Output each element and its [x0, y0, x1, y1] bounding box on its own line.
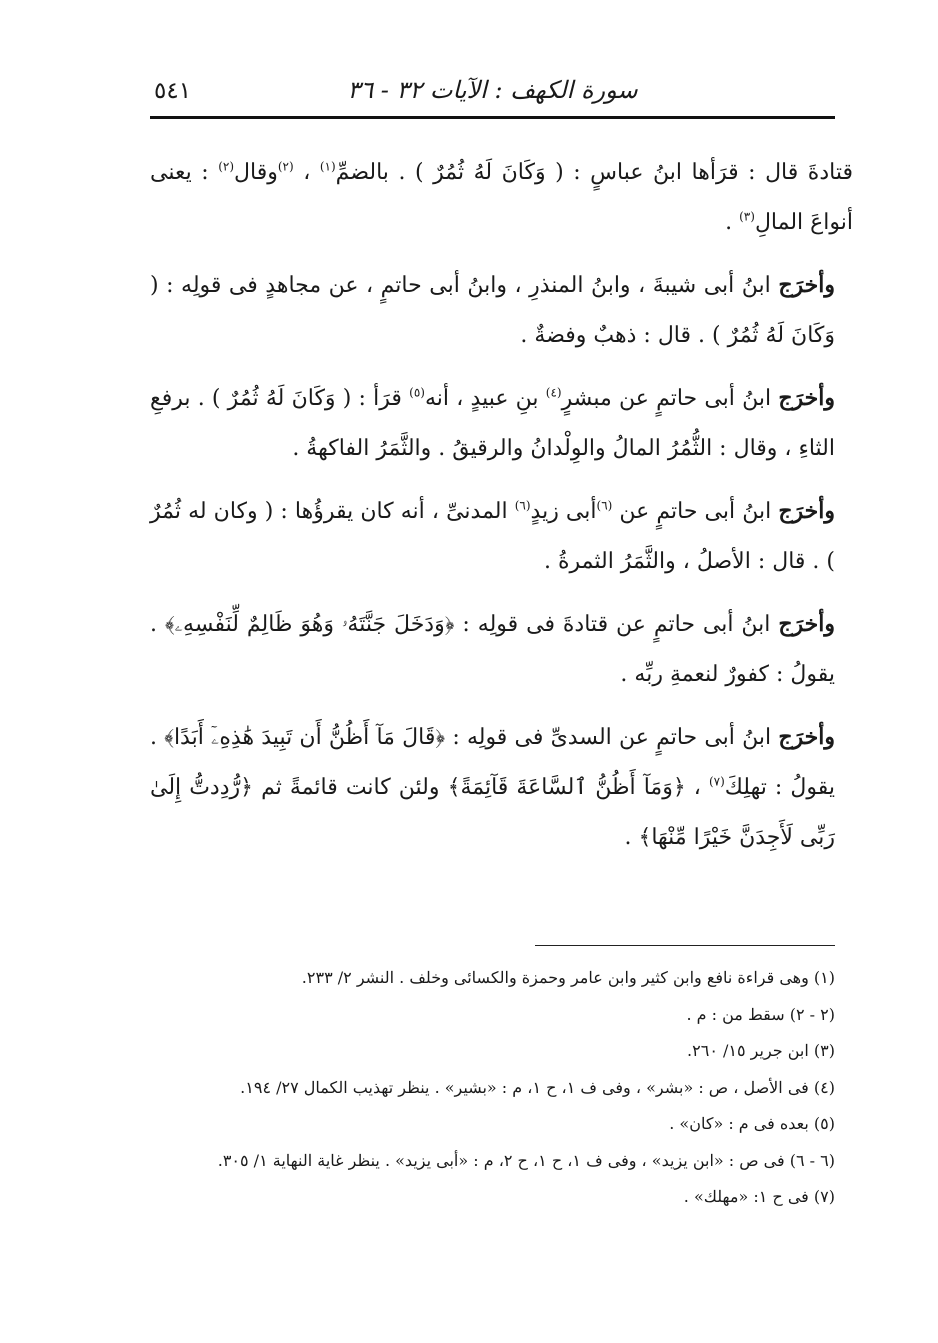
text-run: ابنُ أبى حاتمٍ عن قتادةَ فى قولِه : ﴿وَدَخَلَ جَنَّتَهُۥ وَهُوَ ظَالِمٌ لِّنَفْسِهِۦ﴾ . يقولُ : كفورٌ لنعمةِ ربِّه .	[150, 612, 835, 687]
paragraph	[150, 148, 853, 248]
text-run: ابنُ أبى حاتمٍ عن	[612, 499, 779, 524]
paragraph	[150, 599, 835, 700]
footnote-rule	[535, 945, 835, 946]
footnote: (٦ - ٦) فى ص : «ابن يزيد» ، وفى ف ١، ح ١، ح ٢، م : «أبى يزيد» . ينظر غاية النهاية ١/ ٣٠٥.	[217, 1150, 835, 1170]
paragraph	[150, 260, 835, 361]
text-run: قتادةَ قال : قرَأها ابنُ عباسٍ : ( وَكَانَ لَهُ ثُمُرٌ ) . بالضمِّ	[335, 160, 853, 185]
paragraph	[150, 712, 835, 863]
text-run: ابنُ أبى حاتمٍ عن السدىِّ فى قولِه : ﴿قَالَ مَآ أَظُنُّ أَن تَبِيدَ هَٰذِهِۦٓ أَبَدًا﴾ . يقولُ : تهلِكَ	[150, 725, 835, 800]
footnote: (٧) فى ح ١: «مهلك» .	[683, 1187, 835, 1206]
text-run: : يعنى أنواعَ المالِ	[150, 160, 853, 235]
footnote-marker: (٢)	[277, 159, 294, 174]
paragraph-lead: وأخرَج	[778, 724, 835, 750]
footnote: (٥) بعده فى م : «كان» .	[669, 1114, 835, 1133]
book-page	[150, 60, 853, 1320]
text-run: أبى زيدٍ	[530, 499, 597, 524]
paragraph-lead: وأخرَج	[778, 498, 835, 524]
main-text	[150, 148, 853, 875]
text-run: وقال	[234, 160, 278, 185]
footnote-marker: (٣)	[739, 209, 755, 224]
text-run: ابنُ أبى حاتمٍ عن مبشرٍ	[561, 386, 779, 411]
footnotes	[150, 960, 835, 1216]
paragraph-lead: وأخرَج	[778, 272, 835, 298]
page-number: ٥٤١	[154, 78, 192, 104]
text-run: ، ﴿وَمَآ أَظُنُّ ٱلسَّاعَةَ قَآئِمَةً﴾ ولئن كانت قائمةً ثم ﴿رُّدِدتُّ إِلَىٰ رَبِّى لَأَجِدَنَّ خَيْرًا مِّنْهَا﴾ .	[150, 775, 835, 850]
text-run: ،	[293, 160, 320, 185]
footnote-marker: (١)	[319, 159, 336, 174]
paragraph	[150, 373, 835, 474]
paragraph-lead: وأخرَج	[778, 611, 835, 637]
text-run: .	[725, 210, 740, 235]
footnote: (٢ - ٢) سقط من : م .	[686, 1004, 835, 1024]
page-header	[150, 60, 835, 116]
footnote: (٤) فى الأصل ، ص : «بشر» ، وفى ف ١، ح ١، م : «بشير» . ينظر تهذيب الكمال ٢٧/ ١٩٤.	[240, 1077, 835, 1097]
header-rule	[150, 116, 835, 119]
paragraph	[150, 486, 835, 587]
running-title: سورة الكهف : الآيات ٣٢ - ٣٦	[347, 76, 638, 104]
paragraph-lead: وأخرَج	[778, 385, 836, 411]
text-run: ابنُ أبى شيبةَ ، وابنُ المنذرِ ، وابنُ أبى حاتمٍ ، عن مجاهدٍ فى قولِه : ( وَكَانَ لَهُ ثُمُرٌ ) . قال : ذهبٌ وفضةٌ .	[150, 273, 835, 348]
text-run: المدنىِّ ، أنه كان يقرؤُها : ( وكان له ثُمُرٌ ) . قال : الأصلُ ، والثَّمَرُ الثمرةُ .	[150, 499, 835, 574]
text-run: بنِ عبيدٍ ، أنه	[424, 386, 546, 411]
footnote-marker: (٢)	[218, 159, 235, 174]
footnote-marker: (٧)	[708, 774, 725, 789]
footnote-marker: (٥)	[409, 385, 425, 400]
footnote-marker: (٤)	[545, 385, 562, 400]
footnote-marker: (٦)	[514, 498, 531, 513]
text-run: قرَأ : ( وَكَانَ لَهُ ثُمُرٌ ) . برفعِ الثاءِ ، وقال : الثُّمُرُ المالُ والوِلْدانُ والرقيقُ . والثَّمَرُ الفاكهةُ .	[150, 386, 835, 461]
footnote: (٣) ابن جرير ١٥/ ٢٦٠.	[687, 1041, 835, 1060]
footnote: (١) وهى قراءة نافع وابن كثير وابن عامر وحمزة والكسائى وخلف . النشر ٢/ ٢٣٣.	[301, 968, 835, 987]
footnote-marker: (٦)	[596, 498, 613, 513]
